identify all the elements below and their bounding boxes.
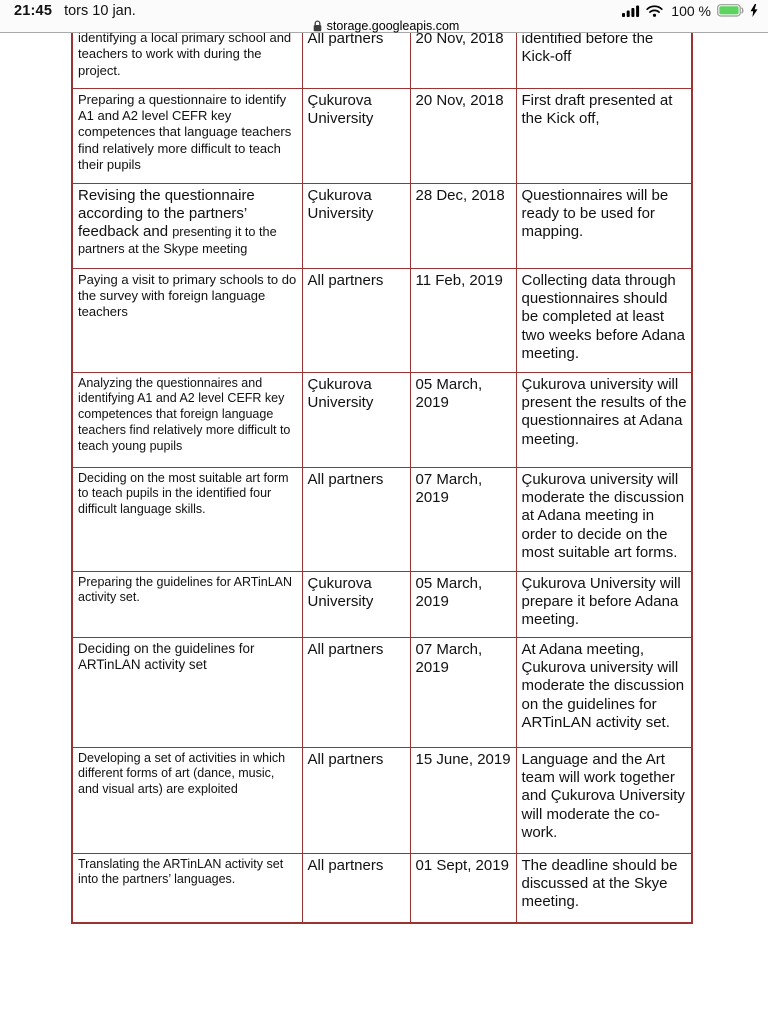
status-bar bbox=[14, 2, 758, 19]
partner-cell: Çukurova University bbox=[302, 571, 410, 637]
partner-cell: All partners bbox=[302, 467, 410, 571]
table-row bbox=[72, 372, 692, 467]
activity-cell: Developing a set of activities in which different forms of art (dance, music, and visual arts) are exploited bbox=[72, 747, 302, 853]
activity-cell: identifying a local primary school and teachers to work with during the project. bbox=[72, 33, 302, 88]
partner-cell: Çukurova University bbox=[302, 183, 410, 268]
note-cell: Çukurova University will prepare it before Adana meeting. bbox=[516, 571, 692, 637]
date-cell: 20 Nov, 2018 bbox=[410, 33, 516, 88]
url-domain: storage.googleapis.com bbox=[326, 19, 460, 33]
status-date: tors 10 jan. bbox=[64, 2, 136, 19]
date-cell: 07 March, 2019 bbox=[410, 467, 516, 571]
note-cell: Çukurova university will present the results of the questionnaires at Adana meeting. bbox=[516, 372, 692, 467]
table-row bbox=[72, 467, 692, 571]
table-row bbox=[72, 268, 692, 372]
note-cell: Questionnaires will be ready to be used for mapping. bbox=[516, 183, 692, 268]
date-cell: 20 Nov, 2018 bbox=[410, 88, 516, 183]
date-cell: 01 Sept, 2019 bbox=[410, 853, 516, 923]
document-viewport bbox=[0, 33, 768, 1023]
schedule-table bbox=[71, 33, 693, 924]
table-row bbox=[72, 853, 692, 923]
browser-chrome bbox=[0, 0, 768, 33]
date-cell: 28 Dec, 2018 bbox=[410, 183, 516, 268]
note-cell: Collecting data through questionnaires should be completed at least two weeks before Adana meeting. bbox=[516, 268, 692, 372]
note-cell: identified before the Kick-off bbox=[516, 33, 692, 88]
activity-cell: Translating the ARTinLAN activity set into the partners’ languages. bbox=[72, 853, 302, 923]
date-cell: 05 March, 2019 bbox=[410, 571, 516, 637]
note-cell: The deadline should be discussed at the Skye meeting. bbox=[516, 853, 692, 923]
date-cell: 11 Feb, 2019 bbox=[410, 268, 516, 372]
note-cell: Language and the Art team will work together and Çukurova University will moderate the co-work. bbox=[516, 747, 692, 853]
charging-bolt-icon bbox=[750, 4, 758, 17]
table-row bbox=[72, 88, 692, 183]
activity-cell: Paying a visit to primary schools to do the survey with foreign language teachers bbox=[72, 268, 302, 372]
activity-cell: Deciding on the guidelines for ARTinLAN activity set bbox=[72, 637, 302, 747]
partner-cell: Çukurova University bbox=[302, 372, 410, 467]
lock-icon bbox=[313, 20, 322, 32]
date-cell: 05 March, 2019 bbox=[410, 372, 516, 467]
activity-cell: Preparing the guidelines for ARTinLAN activity set. bbox=[72, 571, 302, 637]
partner-cell: All partners bbox=[302, 637, 410, 747]
battery-icon bbox=[717, 4, 744, 17]
status-time: 21:45 bbox=[14, 2, 53, 19]
partner-cell: Çukurova University bbox=[302, 88, 410, 183]
note-cell: At Adana meeting, Çukurova university will moderate the discussion on the guidelines for ARTinLAN activity set. bbox=[516, 637, 692, 747]
battery-percent: 100 % bbox=[671, 2, 711, 19]
wifi-icon bbox=[646, 5, 663, 17]
table-row bbox=[72, 183, 692, 268]
date-cell: 15 June, 2019 bbox=[410, 747, 516, 853]
url-bar[interactable] bbox=[14, 19, 758, 33]
activity-cell: Preparing a questionnaire to identify A1 and A2 level CEFR key competences that language teachers find relatively more difficult to teach their pupils bbox=[72, 88, 302, 183]
cellular-signal-icon bbox=[622, 5, 640, 17]
partner-cell: All partners bbox=[302, 747, 410, 853]
partner-cell: All partners bbox=[302, 853, 410, 923]
table-row bbox=[72, 571, 692, 637]
activity-cell: Analyzing the questionnaires and identifying A1 and A2 level CEFR key competences that foreign language teachers find relatively more difficult to teach young pupils bbox=[72, 372, 302, 467]
partner-cell: All partners bbox=[302, 33, 410, 88]
table-row bbox=[72, 637, 692, 747]
activity-cell: Revising the questionnaire according to the partners’ feedback and presenting it to the partners at the Skype meeting bbox=[72, 183, 302, 268]
note-cell: First draft presented at the Kick off, bbox=[516, 88, 692, 183]
date-cell: 07 March, 2019 bbox=[410, 637, 516, 747]
note-cell: Çukurova university will moderate the discussion at Adana meeting in order to decide on the most suitable art forms. bbox=[516, 467, 692, 571]
table-row bbox=[72, 747, 692, 853]
table-row bbox=[72, 33, 692, 88]
partner-cell: All partners bbox=[302, 268, 410, 372]
activity-cell: Deciding on the most suitable art form to teach pupils in the identified four difficult language skills. bbox=[72, 467, 302, 571]
